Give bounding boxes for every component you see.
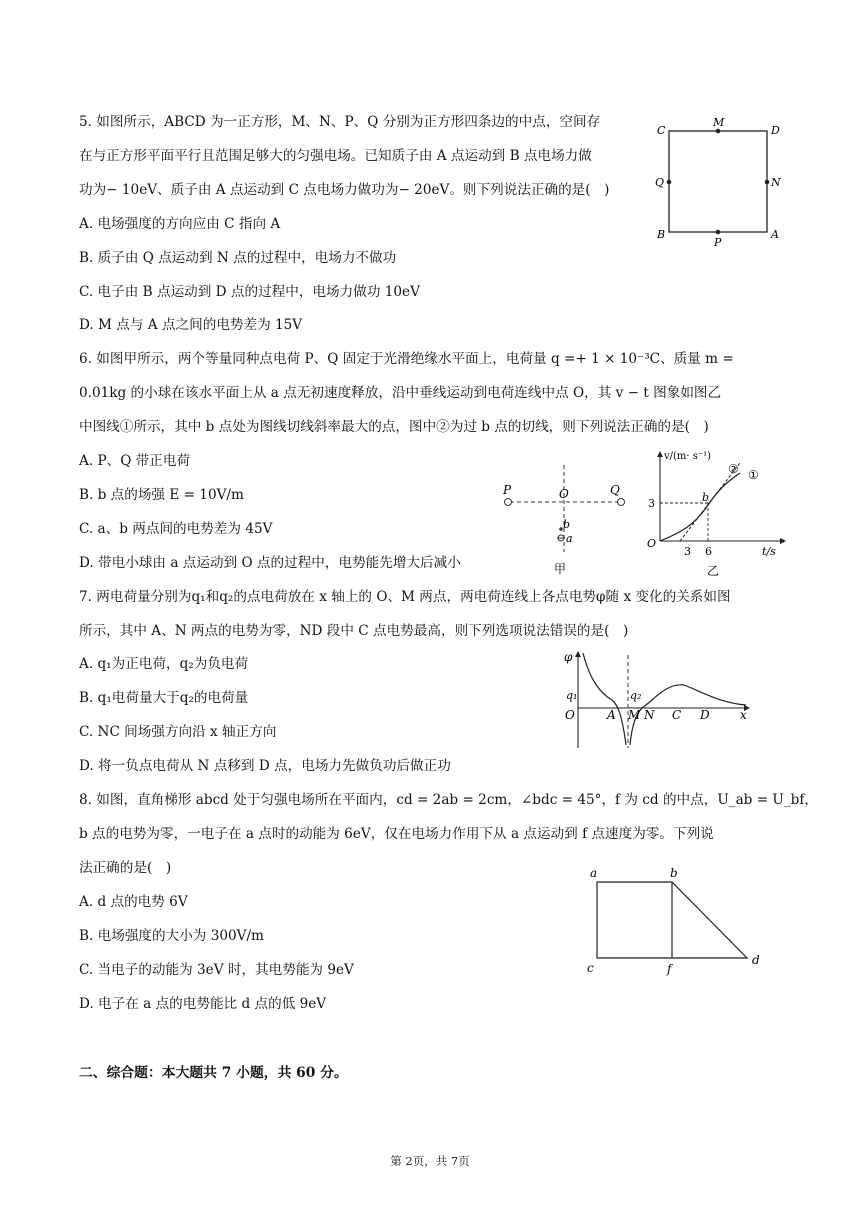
q8-stem-line2: b 点的电势为零，一电子在 a 点时的动能为 6eV，仅在电场力作用下从 a 点运动到 f 点速度为零。下列说 xyxy=(79,826,714,842)
q8-option-c: C. 当电子的动能为 3eV 时，其电势能为 9eV xyxy=(79,962,354,978)
caption-jia: 甲 xyxy=(554,562,567,576)
label-n: N xyxy=(644,708,655,722)
label-n: N xyxy=(771,176,781,189)
tick-x6: 6 xyxy=(705,545,712,558)
q5-option-a: A. 电场强度的方向应由 C 指向 A xyxy=(79,216,281,232)
label-a: A xyxy=(771,228,779,241)
q5-option-d: D. M 点与 A 点之间的电势差为 15V xyxy=(79,317,303,333)
q5-stem-line3: 功为− 10eV、质子由 A 点运动到 C 点电场力做功为− 20eV。则下列说法正确的是( ) xyxy=(79,182,610,198)
label-c: c xyxy=(587,961,594,975)
q5-stem-line2: 在与正方形平面平行且范围足够大的匀强电场。已知质子由 A 点运动到 B 点电场力做 xyxy=(79,148,592,164)
label-c2: ② xyxy=(728,462,739,476)
label-p: P xyxy=(714,236,722,249)
label-q1: q₁ xyxy=(566,689,578,702)
q6-stem-line2: 0.01kg 的小球在该水平面上从 a 点无初速度释放，沿中垂线运动到电荷连线中点 O，其 v − t 图象如图乙 xyxy=(79,385,722,401)
page-footer: 第 2页，共 7页 xyxy=(390,1154,470,1168)
label-o: O xyxy=(559,487,569,501)
label-d: D xyxy=(700,708,710,722)
q8-option-b: B. 电场强度的大小为 300V/m xyxy=(79,928,264,944)
q7-stem-line2: 所示，其中 A、N 两点的电势为零，ND 段中 C 点电势最高，则下列选项说法错误的是( ) xyxy=(79,623,629,639)
label-c: C xyxy=(657,124,666,137)
label-m: M xyxy=(628,708,641,722)
label-a: a xyxy=(566,532,573,545)
q7-option-d: D. 将一负点电荷从 N 点移到 D 点，电场力先做负功后做正功 xyxy=(79,758,451,774)
label-q: Q xyxy=(610,483,620,497)
q7-option-a: A. q₁为正电荷，q₂为负电荷 xyxy=(79,656,249,672)
q8-option-d: D. 电子在 a 点的电势能比 d 点的低 9eV xyxy=(79,996,327,1012)
q8-option-a: A. d 点的电势 6V xyxy=(79,894,188,910)
q7-potential-graph xyxy=(560,645,760,753)
q6-option-b: B. b 点的场强 E = 10V/m xyxy=(79,487,244,503)
q6-figure-yi-vt-graph xyxy=(640,445,790,580)
q6-figure-jia xyxy=(498,460,638,580)
label-x: x xyxy=(740,708,747,722)
q8-stem-line3: 法正确的是( ) xyxy=(79,860,172,876)
label-q: Q xyxy=(655,176,665,189)
q8-trapezoid-figure xyxy=(580,862,770,982)
label-a: A xyxy=(607,708,616,722)
ylabel: v/(m· s⁻¹) xyxy=(664,451,712,462)
label-m: M xyxy=(713,118,725,129)
q5-square-figure xyxy=(650,118,790,250)
label-d: d xyxy=(752,953,760,967)
section-heading: 二、综合题：本大题共 7 小题，共 60 分。 xyxy=(79,1065,348,1081)
tick-y3: 3 xyxy=(648,497,655,510)
label-d: D xyxy=(771,124,780,137)
q6-option-c: C. a、b 两点间的电势差为 45V xyxy=(79,521,273,537)
q6-stem-line3: 中图线①所示，其中 b 点处为图线切线斜率最大的点，图中②为过 b 点的切线，则下列说法正确的是( ) xyxy=(79,419,709,435)
q6-option-a: A. P、Q 带正电荷 xyxy=(79,453,191,469)
label-b: b xyxy=(563,518,571,531)
origin: O xyxy=(647,537,657,550)
label-f: f xyxy=(667,962,672,976)
q5-option-b: B. 质子由 Q 点运动到 N 点的过程中，电场力不做功 xyxy=(79,250,397,266)
q6-stem-line1: 6. 如图甲所示，两个等量同种点电荷 P、Q 固定于光滑绝缘水平面上，电荷量 q =+ 1 × 10⁻³C、质量 m = xyxy=(79,351,734,367)
q5-stem-line1: 5. 如图所示，ABCD 为一正方形，M、N、P、Q 分别为正方形四条边的中点，空间存 xyxy=(79,114,601,130)
xlabel: t/s xyxy=(762,545,776,558)
label-q2: q₂ xyxy=(630,689,642,702)
label-a: a xyxy=(590,866,598,880)
q6-option-d: D. 带电小球由 a 点运动到 O 点的过程中，电势能先增大后减小 xyxy=(79,555,461,571)
q7-stem-line1: 7. 两电荷量分别为q₁和q₂的点电荷放在 x 轴上的 O、M 两点，两电荷连线上各点电势φ随 x 变化的关系如图 xyxy=(79,589,731,605)
q5-option-c: C. 电子由 B 点运动到 D 点的过程中，电场力做功 10eV xyxy=(79,284,420,300)
label-b: B xyxy=(657,228,666,241)
q7-option-c: C. NC 间场强方向沿 x 轴正方向 xyxy=(79,724,277,740)
label-c: C xyxy=(672,708,682,722)
label-b: b xyxy=(670,866,678,880)
label-o: O xyxy=(565,708,575,722)
tick-x3: 3 xyxy=(684,545,691,558)
caption-yi: 乙 xyxy=(707,564,720,578)
label-c1: ① xyxy=(748,468,759,482)
label-b: b xyxy=(702,491,710,504)
q8-stem-line1: 8. 如图，直角梯形 abcd 处于匀强电场所在平面内，cd = 2ab = 2cm，∠bdc = 45°，f 为 cd 的中点，U_ab = U_bf， xyxy=(79,792,818,808)
label-phi: φ xyxy=(564,650,573,664)
label-p: P xyxy=(503,483,512,497)
q7-option-b: B. q₁电荷量大于q₂的电荷量 xyxy=(79,690,249,706)
